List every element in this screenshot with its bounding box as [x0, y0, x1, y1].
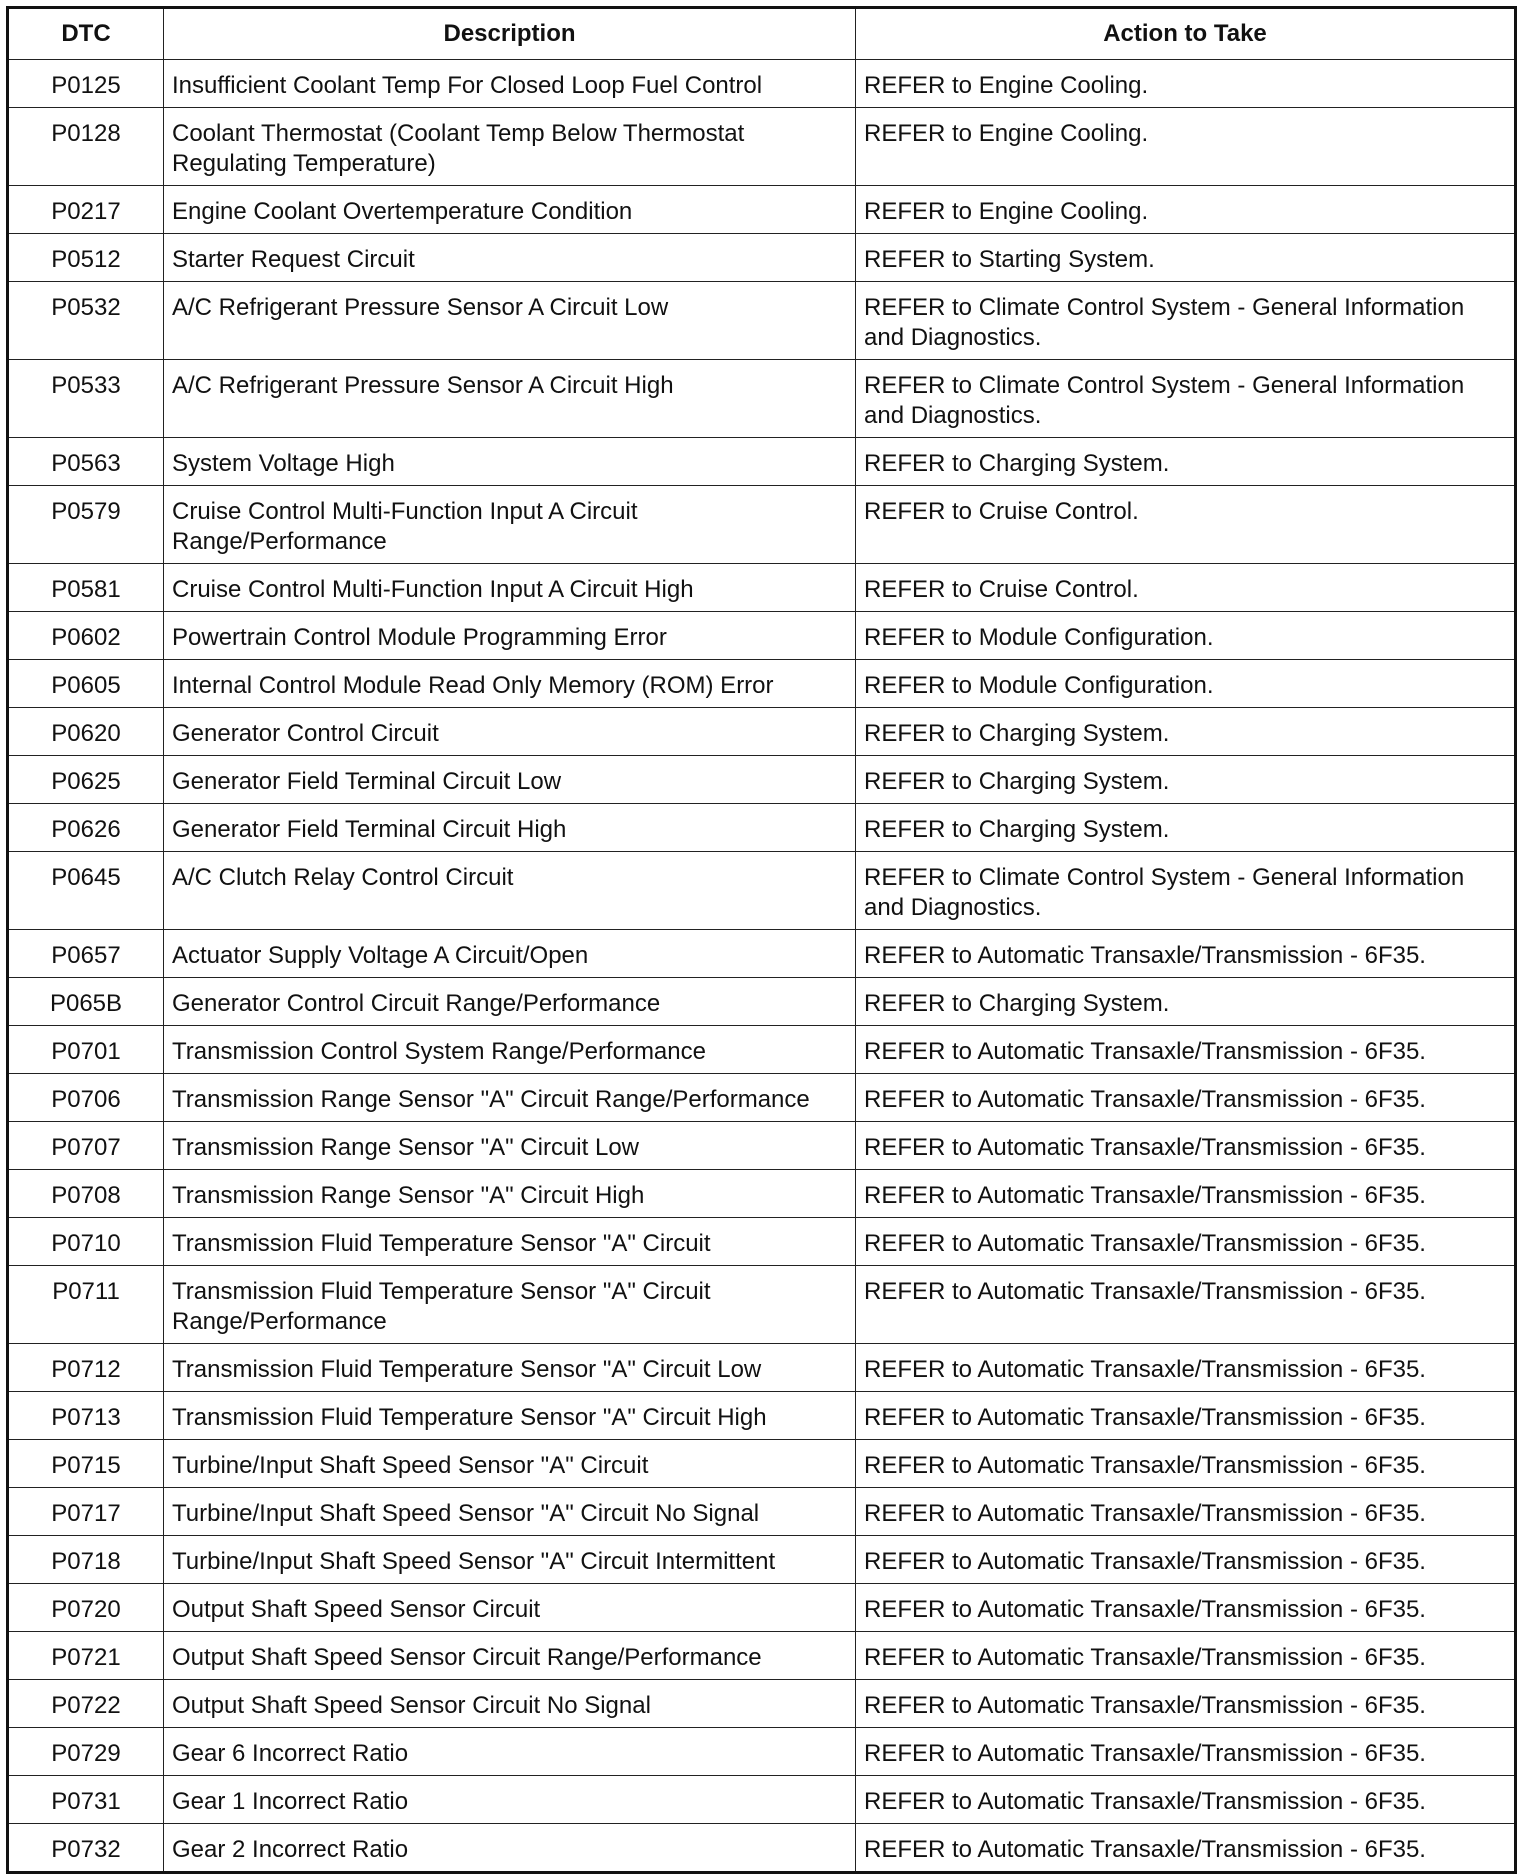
action-cell: REFER to Automatic Transaxle/Transmission - 6F35.: [856, 1122, 1516, 1170]
action-cell: REFER to Charging System.: [856, 708, 1516, 756]
table-row: [8, 1074, 1516, 1122]
action-cell: REFER to Automatic Transaxle/Transmission - 6F35.: [856, 1728, 1516, 1776]
description-cell: Transmission Range Sensor "A" Circuit Range/Performance: [164, 1074, 856, 1122]
dtc-code-cell: P0512: [8, 234, 164, 282]
table-row: [8, 1632, 1516, 1680]
description-cell: Generator Field Terminal Circuit Low: [164, 756, 856, 804]
dtc-code-cell: P0732: [8, 1824, 164, 1873]
table-row: [8, 1440, 1516, 1488]
description-cell: Transmission Fluid Temperature Sensor "A" Circuit Low: [164, 1344, 856, 1392]
description-cell: Turbine/Input Shaft Speed Sensor "A" Circuit No Signal: [164, 1488, 856, 1536]
action-cell: REFER to Automatic Transaxle/Transmission - 6F35.: [856, 1440, 1516, 1488]
dtc-code-cell: P0602: [8, 612, 164, 660]
dtc-code-cell: P065B: [8, 978, 164, 1026]
action-cell: REFER to Automatic Transaxle/Transmission - 6F35.: [856, 1776, 1516, 1824]
description-cell: A/C Clutch Relay Control Circuit: [164, 852, 856, 930]
action-cell: REFER to Automatic Transaxle/Transmission - 6F35.: [856, 1074, 1516, 1122]
table-header: [8, 8, 1516, 60]
description-cell: Coolant Thermostat (Coolant Temp Below Thermostat Regulating Temperature): [164, 108, 856, 186]
dtc-code-cell: P0701: [8, 1026, 164, 1074]
action-cell: REFER to Cruise Control.: [856, 486, 1516, 564]
table-row: [8, 1392, 1516, 1440]
table-row: [8, 1488, 1516, 1536]
table-row: [8, 108, 1516, 186]
table-row: [8, 1824, 1516, 1873]
dtc-code-cell: P0715: [8, 1440, 164, 1488]
action-cell: REFER to Automatic Transaxle/Transmission - 6F35.: [856, 1266, 1516, 1344]
dtc-code-cell: P0722: [8, 1680, 164, 1728]
action-cell: REFER to Automatic Transaxle/Transmission - 6F35.: [856, 930, 1516, 978]
column-header-dtc: DTC: [8, 8, 164, 60]
dtc-code-cell: P0707: [8, 1122, 164, 1170]
dtc-code-cell: P0605: [8, 660, 164, 708]
table-row: [8, 1218, 1516, 1266]
description-cell: Transmission Range Sensor "A" Circuit Low: [164, 1122, 856, 1170]
table-row: [8, 930, 1516, 978]
dtc-code-cell: P0563: [8, 438, 164, 486]
action-cell: REFER to Charging System.: [856, 756, 1516, 804]
dtc-code-cell: P0718: [8, 1536, 164, 1584]
description-cell: Transmission Range Sensor "A" Circuit High: [164, 1170, 856, 1218]
dtc-code-cell: P0579: [8, 486, 164, 564]
action-cell: REFER to Charging System.: [856, 438, 1516, 486]
dtc-code-cell: P0713: [8, 1392, 164, 1440]
column-header-description: Description: [164, 8, 856, 60]
description-cell: Gear 6 Incorrect Ratio: [164, 1728, 856, 1776]
dtc-code-cell: P0731: [8, 1776, 164, 1824]
table-row: [8, 804, 1516, 852]
action-cell: REFER to Module Configuration.: [856, 660, 1516, 708]
description-cell: Insufficient Coolant Temp For Closed Loop Fuel Control: [164, 60, 856, 108]
description-cell: Starter Request Circuit: [164, 234, 856, 282]
action-cell: REFER to Automatic Transaxle/Transmission - 6F35.: [856, 1170, 1516, 1218]
table-row: [8, 660, 1516, 708]
table-row: [8, 60, 1516, 108]
action-cell: REFER to Cruise Control.: [856, 564, 1516, 612]
description-cell: Gear 1 Incorrect Ratio: [164, 1776, 856, 1824]
table-row: [8, 564, 1516, 612]
table-row: [8, 1680, 1516, 1728]
table-row: [8, 186, 1516, 234]
column-header-action: Action to Take: [856, 8, 1516, 60]
action-cell: REFER to Automatic Transaxle/Transmission - 6F35.: [856, 1344, 1516, 1392]
action-cell: REFER to Engine Cooling.: [856, 186, 1516, 234]
action-cell: REFER to Engine Cooling.: [856, 108, 1516, 186]
dtc-code-cell: P0657: [8, 930, 164, 978]
dtc-table: [6, 6, 1517, 1874]
description-cell: Transmission Fluid Temperature Sensor "A" Circuit: [164, 1218, 856, 1266]
description-cell: Internal Control Module Read Only Memory (ROM) Error: [164, 660, 856, 708]
table-row: [8, 1728, 1516, 1776]
description-cell: Gear 2 Incorrect Ratio: [164, 1824, 856, 1873]
dtc-code-cell: P0217: [8, 186, 164, 234]
table-row: [8, 360, 1516, 438]
table-row: [8, 234, 1516, 282]
dtc-code-cell: P0125: [8, 60, 164, 108]
table-row: [8, 1536, 1516, 1584]
action-cell: REFER to Engine Cooling.: [856, 60, 1516, 108]
action-cell: REFER to Climate Control System - General Information and Diagnostics.: [856, 360, 1516, 438]
table-row: [8, 1122, 1516, 1170]
action-cell: REFER to Automatic Transaxle/Transmission - 6F35.: [856, 1218, 1516, 1266]
dtc-code-cell: P0721: [8, 1632, 164, 1680]
action-cell: REFER to Automatic Transaxle/Transmission - 6F35.: [856, 1632, 1516, 1680]
description-cell: Actuator Supply Voltage A Circuit/Open: [164, 930, 856, 978]
description-cell: Transmission Fluid Temperature Sensor "A" Circuit High: [164, 1392, 856, 1440]
table-row: [8, 1026, 1516, 1074]
description-cell: Transmission Fluid Temperature Sensor "A" Circuit Range/Performance: [164, 1266, 856, 1344]
action-cell: REFER to Climate Control System - General Information and Diagnostics.: [856, 282, 1516, 360]
description-cell: Powertrain Control Module Programming Error: [164, 612, 856, 660]
description-cell: Turbine/Input Shaft Speed Sensor "A" Circuit Intermittent: [164, 1536, 856, 1584]
dtc-code-cell: P0581: [8, 564, 164, 612]
table-row: [8, 1170, 1516, 1218]
table-row: [8, 756, 1516, 804]
table-row: [8, 852, 1516, 930]
table-row: [8, 486, 1516, 564]
description-cell: Output Shaft Speed Sensor Circuit: [164, 1584, 856, 1632]
description-cell: Generator Field Terminal Circuit High: [164, 804, 856, 852]
table-row: [8, 1344, 1516, 1392]
dtc-code-cell: P0645: [8, 852, 164, 930]
action-cell: REFER to Automatic Transaxle/Transmission - 6F35.: [856, 1584, 1516, 1632]
action-cell: REFER to Automatic Transaxle/Transmission - 6F35.: [856, 1026, 1516, 1074]
dtc-code-cell: P0710: [8, 1218, 164, 1266]
table-row: [8, 1584, 1516, 1632]
description-cell: A/C Refrigerant Pressure Sensor A Circuit Low: [164, 282, 856, 360]
dtc-code-cell: P0620: [8, 708, 164, 756]
action-cell: REFER to Climate Control System - General Information and Diagnostics.: [856, 852, 1516, 930]
description-cell: Cruise Control Multi-Function Input A Circuit High: [164, 564, 856, 612]
table-row: [8, 438, 1516, 486]
dtc-code-cell: P0626: [8, 804, 164, 852]
table-row: [8, 282, 1516, 360]
dtc-code-cell: P0706: [8, 1074, 164, 1122]
description-cell: System Voltage High: [164, 438, 856, 486]
action-cell: REFER to Charging System.: [856, 978, 1516, 1026]
action-cell: REFER to Charging System.: [856, 804, 1516, 852]
description-cell: Generator Control Circuit Range/Performance: [164, 978, 856, 1026]
dtc-code-cell: P0128: [8, 108, 164, 186]
action-cell: REFER to Starting System.: [856, 234, 1516, 282]
action-cell: REFER to Automatic Transaxle/Transmission - 6F35.: [856, 1392, 1516, 1440]
action-cell: REFER to Automatic Transaxle/Transmission - 6F35.: [856, 1680, 1516, 1728]
dtc-code-cell: P0717: [8, 1488, 164, 1536]
table-body: [8, 60, 1516, 1873]
header-row: [8, 8, 1516, 60]
action-cell: REFER to Module Configuration.: [856, 612, 1516, 660]
table-row: [8, 1776, 1516, 1824]
table-row: [8, 708, 1516, 756]
dtc-code-cell: P0711: [8, 1266, 164, 1344]
action-cell: REFER to Automatic Transaxle/Transmission - 6F35.: [856, 1488, 1516, 1536]
dtc-code-cell: P0533: [8, 360, 164, 438]
description-cell: Cruise Control Multi-Function Input A Circuit Range/Performance: [164, 486, 856, 564]
description-cell: Output Shaft Speed Sensor Circuit Range/Performance: [164, 1632, 856, 1680]
description-cell: Generator Control Circuit: [164, 708, 856, 756]
dtc-code-cell: P0729: [8, 1728, 164, 1776]
description-cell: Transmission Control System Range/Performance: [164, 1026, 856, 1074]
table-row: [8, 978, 1516, 1026]
table-row: [8, 612, 1516, 660]
action-cell: REFER to Automatic Transaxle/Transmission - 6F35.: [856, 1536, 1516, 1584]
table-row: [8, 1266, 1516, 1344]
dtc-code-cell: P0532: [8, 282, 164, 360]
dtc-code-cell: P0720: [8, 1584, 164, 1632]
dtc-code-cell: P0712: [8, 1344, 164, 1392]
dtc-code-cell: P0708: [8, 1170, 164, 1218]
description-cell: Output Shaft Speed Sensor Circuit No Signal: [164, 1680, 856, 1728]
action-cell: REFER to Automatic Transaxle/Transmission - 6F35.: [856, 1824, 1516, 1873]
description-cell: Engine Coolant Overtemperature Condition: [164, 186, 856, 234]
description-cell: Turbine/Input Shaft Speed Sensor "A" Circuit: [164, 1440, 856, 1488]
description-cell: A/C Refrigerant Pressure Sensor A Circuit High: [164, 360, 856, 438]
dtc-code-cell: P0625: [8, 756, 164, 804]
